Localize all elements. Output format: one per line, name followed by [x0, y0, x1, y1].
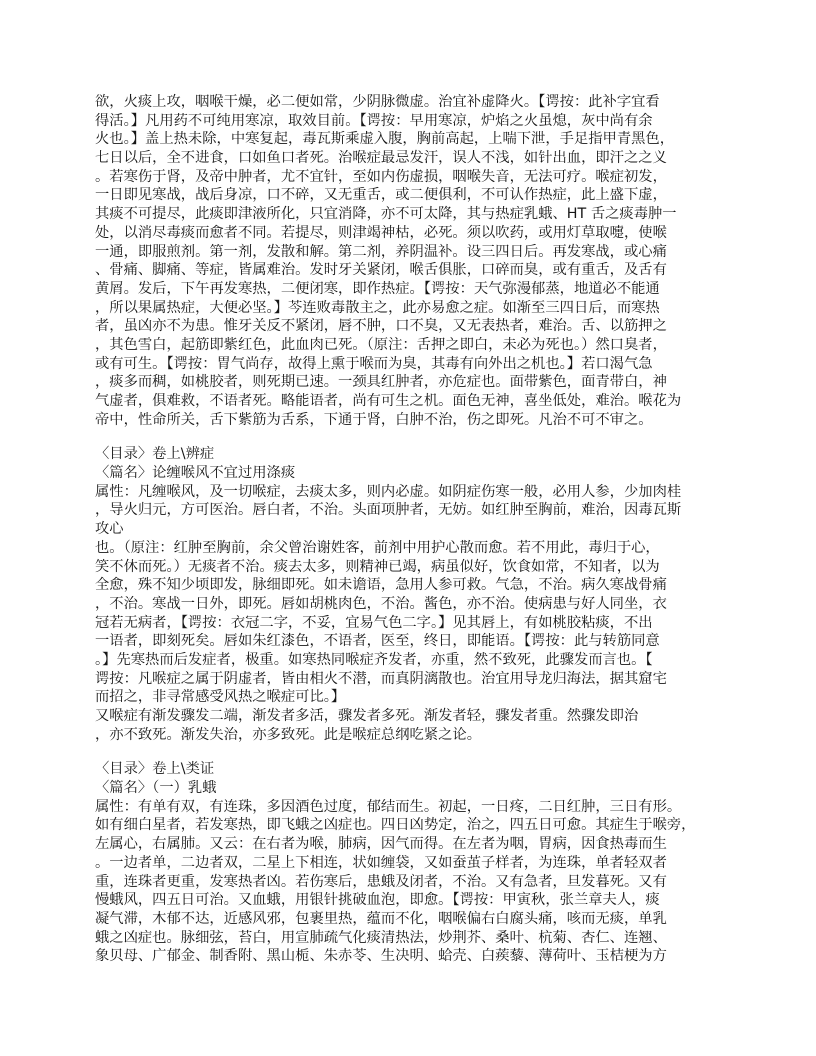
text-line: 攻心 — [95, 521, 124, 538]
text-line: ，其色雪白，起筋即紫红色，此血肉已死。（原注：舌押之即白，未必为死也。）然口臭者， — [95, 336, 667, 353]
toc-line: 〈目录〉卷上\辨症 — [95, 446, 215, 463]
section-paragraph — [95, 798, 735, 966]
text-line: 全愈，殊不知少顷即发，脉细即死。如未谵语，急用人参可救。气急，不治。病久寒战骨痛 — [95, 577, 667, 594]
text-line: 笑不休而死。）无痰者不治。痰去太多，则精神已竭，病虽似好，饮食如常，不知者，以为 — [95, 558, 660, 575]
text-line: 处，以消尽毒痰而愈者不同。若提尽，则津竭神枯，必死。须以吹药，或用灯草取嚏，使喉 — [95, 224, 667, 241]
text-line: 谔按：凡喉症之属于阴虚者，皆由相火不潜，而真阴漓散也。治宜用导龙归海法，据其窟宅 — [95, 670, 667, 687]
text-line: 得活。】凡用药不可纯用寒凉，取效目前。【谔按：早用寒凉，炉焰之火虽熄，灰中尚有余 — [95, 112, 653, 129]
text-line: 重，连珠者更重，发寒热者凶。若伤寒后，患蛾及闭者，不治。又有急者，旦发暮死。又有 — [95, 873, 667, 890]
text-line: 七日以后，全不进食，口如鱼口者死。治喉症最忌发汗，误人不浅，如针出血，即汗之之义 — [95, 150, 667, 167]
section-paragraph — [95, 483, 735, 745]
text-line: ，亦不致死。渐发失治，亦多致死。此是喉症总纲吃紧之论。 — [95, 726, 482, 743]
continuation-paragraph — [95, 93, 735, 429]
text-line: 一语者，即刻死矣。唇如朱红漆色，不语者，医至，终日，即能语。【谔按：此与转筋同意 — [95, 633, 660, 650]
text-line: 属性：凡缠喉风，及一切喉症，去痰太多，则内必虚。如阴症伤寒一般，必用人参，少加肉桂 — [95, 483, 682, 500]
text-line: 气虚者，俱难救，不语者死。略能语者，尚有可生之机。面色无神，喜坐低处，难治。喉花为 — [95, 393, 682, 409]
text-line: 属性：有单有双，有连珠，多因酒色过度，郁结而生。初起，一日疼，二日红肿，三日有形。 — [95, 798, 682, 815]
section-leizheng — [95, 760, 735, 966]
text-line: 黄屑。发后，下午再发寒热，二便闭寒，即作热症。【谔按：天气弥漫郁蒸，地道必不能通 — [95, 280, 660, 297]
text-line: 帝中，性命所关，舌下紫筋为舌系，下通于肾，白肿不治，伤之即死。凡治不可不审之。 — [95, 411, 653, 428]
text-line: 又喉症有渐发骤发二端，渐发者多活，骤发者多死。渐发者轻，骤发者重。然骤发即治 — [95, 708, 639, 724]
text-line: 者，虽凶亦不为患。惟牙关反不紧闭，唇不肿，口不臭，又无表热者，难治。舌、以筋押之 — [95, 318, 667, 335]
text-line: 。一边者单，二边者双，二星上下相连，状如缠袋，又如蚕茧子样者，为连珠，单者轻双者 — [95, 854, 667, 871]
toc-line: 〈目录〉卷上\类证 — [95, 761, 215, 778]
text-line: 。若寒伤于肾，及帝中肿者，尤不宜针，至如内伤虚损，咽喉失音，无法可疗。喉症初发， — [95, 168, 667, 185]
text-block — [95, 93, 735, 966]
text-line: 或有可生。【谔按：胃气尚存，故得上熏于喉而为臭，其毒有向外出之机也。】若口渴气急 — [95, 355, 653, 372]
text-line: ，导火归元，方可医治。唇白者，不治。头面项肿者，无妨。如红肿至胸前，难治，因毒瓦斯 — [95, 502, 682, 519]
text-line: 。】先寒热而后发症者，极重。如寒热同喉症齐发者，亦重，然不致死，此骤发而言也。【 — [95, 651, 653, 668]
text-line: 慢蛾风，四五日可治。又血蛾，用银针挑破血泡，即愈。【谔按：甲寅秋，张兰章夫人，痰 — [95, 892, 660, 909]
title-line: 〈篇名〉论缠喉风不宜过用涤痰 — [95, 465, 296, 482]
text-line: 冠若无病者，【谔按：衣冠二字，不妥，宜易气色二字。】见其唇上，有如桃胶粘痰，不出 — [95, 614, 653, 631]
text-line: ，不治。寒战一日外，即死。唇如胡桃肉色，不治。酱色，亦不治。使病患与好人同坐，衣 — [95, 595, 667, 612]
text-line: 而招之，非寻常感受风热之喉症可比。】 — [95, 689, 346, 706]
text-line: 也。（原注：红肿至胸前，余父曾治谢姓客，前剂中用护心散而愈。若不用此，毒归于心， — [95, 539, 660, 556]
text-line: 一通，即服煎剂。第一剂，发散和解。第二剂，养阴温补。设三四日后。再发寒战，或心痛 — [95, 243, 667, 260]
title-line: 〈篇名〉（一）乳蛾 — [95, 780, 217, 797]
section-bianzheng — [95, 445, 735, 744]
text-line: 其痰不可提尽，此痰即津液所化，只宜消降，亦不可太降，其与热症乳蛾、HT 舌之痰毒肿一 — [95, 206, 677, 223]
text-line: 一日即见寒战，战后身凉，口不碎，又无重舌，或二便俱利，不可认作热症，此上盛下虚， — [95, 187, 667, 204]
text-line: 蛾之凶症也。脉细弦，苔白，用宣肺疏气化痰清热法，炒荆芥、桑叶、杭菊、杏仁、连翘、 — [95, 929, 667, 946]
text-line: 凝气滞，木郁不达，近感风邪，包裹里热，蕴而不化，咽喉偏右白腐头痛，咳而无痰，单乳 — [95, 910, 667, 927]
text-line: 火也。】盖上热未除，中寒复起，毒瓦斯乘虚入腹，胸前高起，上喘下泄，手足指甲青黑色， — [95, 131, 675, 148]
text-line: ，痰多而稠，如桃胶者，则死期已速。一颈具红肿者，亦危症也。面带紫色，面青带白，神 — [95, 374, 667, 391]
text-line: 、骨痛、脚痛、等症，皆属难治。发时牙关紧闭，喉舌俱胀，口碎而臭，或有重舌，及舌有 — [95, 262, 667, 279]
text-line: 左属心，右属肺。又云：在右者为喉，肺病，因气而得。在左者为咽，胃病，因食热毒而生 — [95, 836, 667, 853]
text-line: ，所以果属热症，大便必坚。】芩连败毒散主之，此亦易愈之症。如渐至三四日后，而寒热 — [95, 299, 660, 316]
text-line: 如有细白星者，若发寒热，即飞蛾之凶症也。四日凶势定，治之，四五日可愈。其症生于喉旁， — [95, 817, 696, 834]
text-line: 欲，火痰上攻，咽喉干燥，必二便如常，少阴脉微虚。治宜补虚降火。【谔按：此补字宜看 — [95, 94, 660, 110]
text-line: 象贝母、广郁金、制香附、黑山栀、朱赤苓、生决明、蛤壳、白蒺藜、薄荷叶、玉桔梗为方 — [95, 948, 667, 965]
